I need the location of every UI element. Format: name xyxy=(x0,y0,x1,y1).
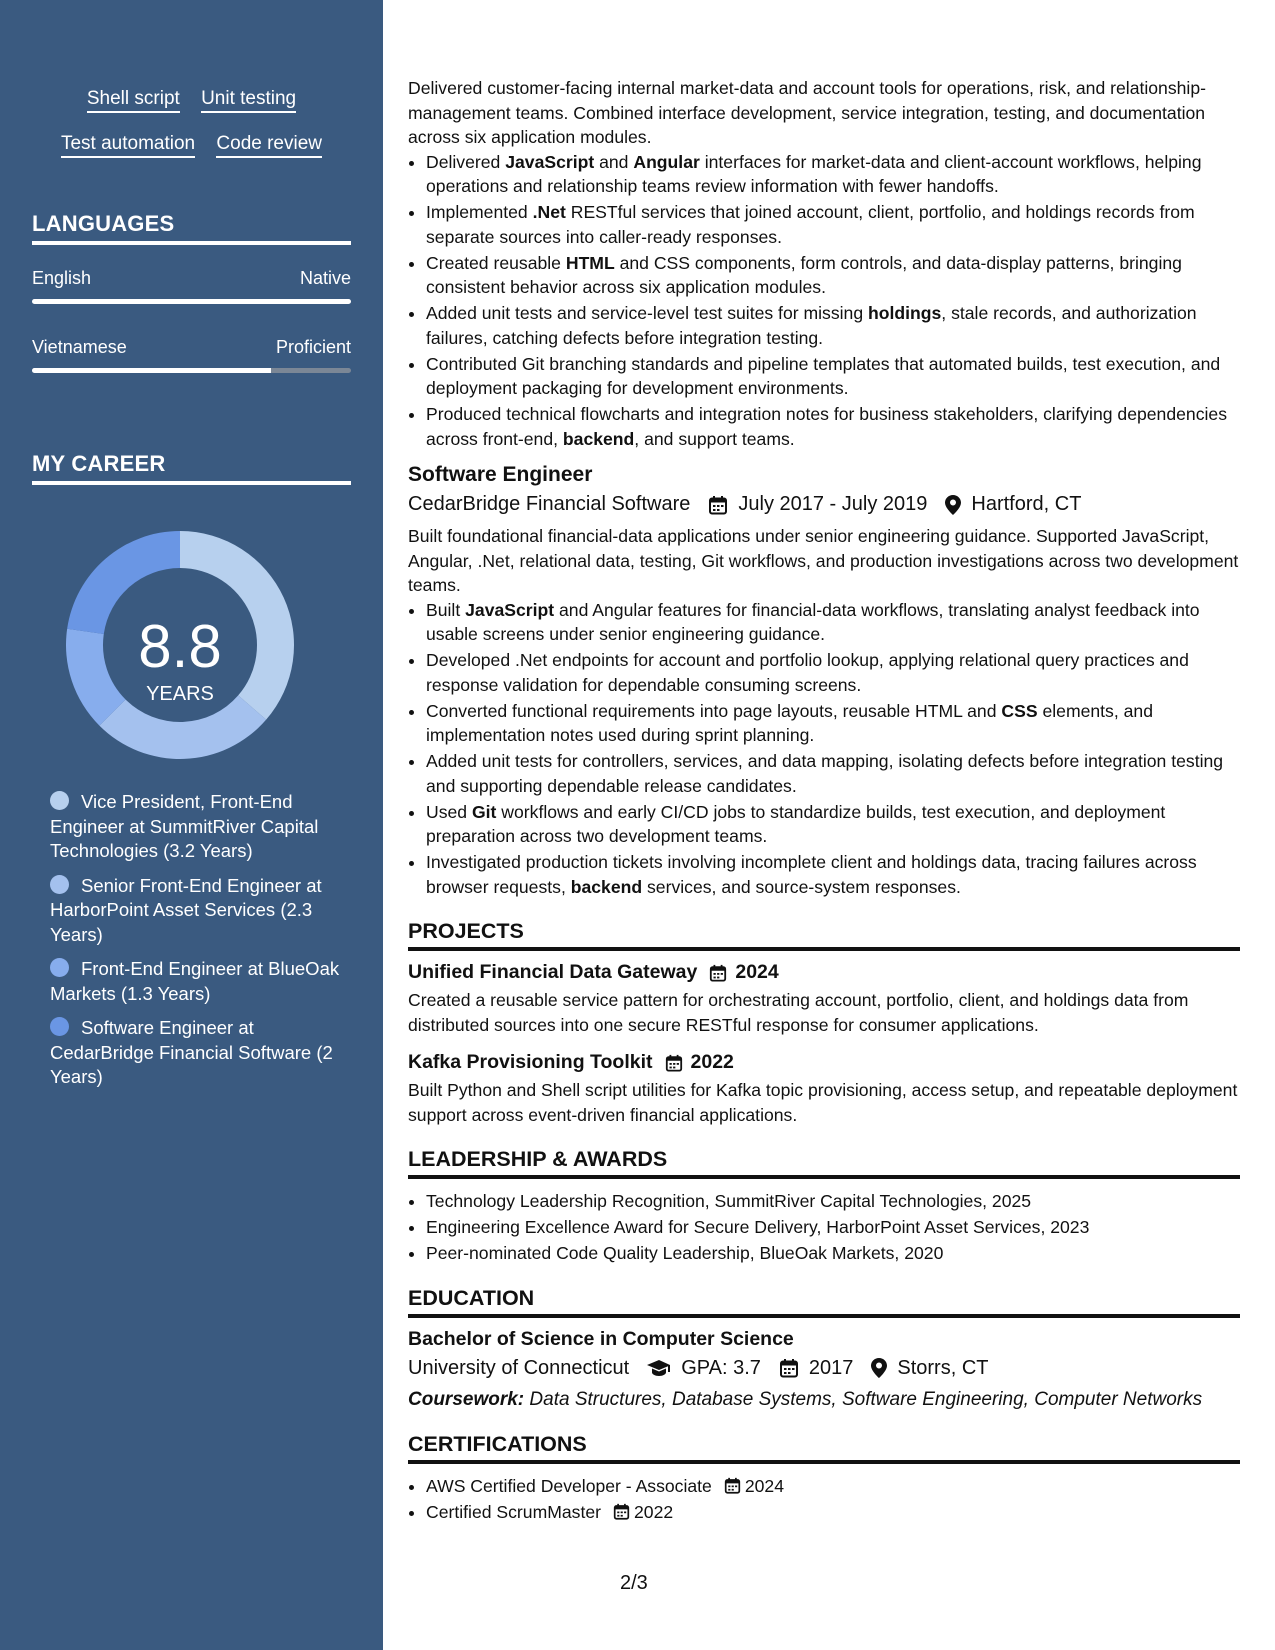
language-bar-fill xyxy=(32,299,351,304)
job-bullets xyxy=(408,150,1240,452)
bullet-item: • Added unit tests and service-level test suites for missing holdings, stale records, and authorization failures, catching defects before integration testing. xyxy=(426,301,1240,350)
job-meta xyxy=(408,493,1240,516)
award-item: • Peer-nominated Code Quality Leadership, BlueOak Markets, 2020 xyxy=(426,1241,1240,1266)
job-location: Hartford, CT xyxy=(971,493,1082,515)
project-title xyxy=(408,1051,1240,1074)
project-year: 2024 xyxy=(735,961,779,983)
language-bar xyxy=(32,368,351,373)
bullet-item: • Contributed Git branching standards and pipeline templates that automated builds, test execution, and deployment packaging for development environments. xyxy=(426,352,1240,401)
award-item: • Technology Leadership Recognition, SummitRiver Capital Technologies, 2025 xyxy=(426,1189,1240,1214)
keyword: CSS xyxy=(1001,700,1038,721)
sidebar xyxy=(0,0,383,1650)
career-text: Senior Front-End Engineer at HarborPoint Asset Services (2.3 Years) xyxy=(50,874,322,945)
skill-tag: Unit testing xyxy=(201,88,296,113)
project-description: Built Python and Shell script utilities for Kafka topic provisioning, access setup, and repeatable deployment support across event-driven financial applications. xyxy=(408,1080,1238,1125)
location-pin-icon xyxy=(871,1358,887,1378)
keyword: JavaScript xyxy=(465,599,555,620)
bullet-item: • Produced technical flowcharts and integration notes for business stakeholders, clarifying dependencies across front-end, backend, and support teams. xyxy=(426,402,1240,451)
certification-year: 2024 xyxy=(744,1475,784,1496)
degree-title: Bachelor of Science in Computer Science xyxy=(408,1327,794,1350)
skill-tag: Test automation xyxy=(61,133,195,158)
career-dot xyxy=(50,958,69,977)
bullet-item: • Used Git workflows and early CI/CD jobs to standardize builds, test execution, and deployment preparation across two development teams. xyxy=(426,800,1240,849)
keyword: Git xyxy=(471,801,497,822)
career-item xyxy=(50,957,350,1006)
coursework-label: Coursework: xyxy=(408,1388,525,1410)
certification-name: • Certified ScrumMaster xyxy=(426,1501,602,1522)
awards-heading: LEADERSHIP & AWARDS xyxy=(408,1147,1240,1179)
calendar-icon xyxy=(708,495,728,515)
career-dot xyxy=(50,1017,69,1036)
job-title: Software Engineer xyxy=(408,463,593,486)
main-content xyxy=(408,76,1240,1526)
language-level: Native xyxy=(299,268,351,288)
graduation-cap-icon xyxy=(647,1359,671,1377)
certifications-heading: CERTIFICATIONS xyxy=(408,1432,1240,1464)
career-item xyxy=(50,790,350,864)
skill-tag: Code review xyxy=(216,133,322,158)
page-number: 2/3 xyxy=(620,1572,648,1594)
skills-row xyxy=(0,88,383,113)
calendar-icon xyxy=(779,1358,799,1378)
bullet-item: • Developed .Net endpoints for account and portfolio lookup, applying relational query practices and response validation for dependable consuming screens. xyxy=(426,648,1240,697)
language-row xyxy=(32,268,351,289)
bullet-item: • Investigated production tickets involving incomplete client and holdings data, tracing failures across browser requests, backend services, and source-system responses. xyxy=(426,850,1240,899)
bullet-item: • Added unit tests for controllers, services, and data mapping, isolating defects before integration testing and supporting dependable release candidates. xyxy=(426,749,1240,798)
project-name: Kafka Provisioning Toolkit xyxy=(408,1051,653,1073)
award-item: • Engineering Excellence Award for Secure Delivery, HarborPoint Asset Services, 2023 xyxy=(426,1215,1240,1240)
certifications-list xyxy=(408,1474,1240,1525)
keyword: .Net xyxy=(532,202,566,222)
keyword: backend xyxy=(562,428,635,449)
projects-heading: PROJECTS xyxy=(408,919,1240,951)
school-name: University of Connecticut xyxy=(408,1356,630,1379)
coursework-list: Data Structures, Database Systems, Software Engineering, Computer Networks xyxy=(529,1388,1203,1410)
language-level: Proficient xyxy=(275,337,351,357)
language-name: Vietnamese xyxy=(32,337,127,357)
calendar-icon xyxy=(709,964,727,982)
career-donut-chart xyxy=(66,530,296,760)
career-unit: YEARS xyxy=(146,683,214,705)
career-dot xyxy=(50,875,69,894)
education-heading: EDUCATION xyxy=(408,1286,1240,1318)
career-item xyxy=(50,1016,350,1090)
skills-row xyxy=(0,133,383,158)
job-summary: Delivered customer-facing internal market-data and account tools for operations, risk, and relationship-management teams. Combined interface development, service integration, testing, and documentation across six application modules. xyxy=(408,78,1206,147)
calendar-icon xyxy=(613,1503,630,1520)
certification-item xyxy=(426,1474,1240,1499)
coursework xyxy=(408,1388,1240,1412)
keyword: backend xyxy=(570,876,643,897)
school-location: Storrs, CT xyxy=(897,1356,989,1379)
job-summary: Built foundational financial-data applications under senior engineering guidance. Supported JavaScript, Angular, .Net, relational data, testing, Git workflows, and production investigations across two development teams. xyxy=(408,526,1239,595)
project-description: Created a reusable service pattern for orchestrating account, portfolio, client, and holdings data from distributed sources into one secure RESTful response for consumer applications. xyxy=(408,990,1189,1035)
keyword: HTML xyxy=(565,252,615,273)
project-year: 2022 xyxy=(690,1051,734,1073)
job-dates: July 2017 - July 2019 xyxy=(738,493,928,515)
gpa: GPA: 3.7 xyxy=(681,1356,761,1379)
career-text: Software Engineer at CedarBridge Financial Software (2 Years) xyxy=(50,1017,333,1087)
language-bar xyxy=(32,299,351,304)
career-total: 8.8 xyxy=(138,613,222,680)
career-item xyxy=(50,874,350,948)
language-row xyxy=(32,337,351,358)
career-dot xyxy=(50,791,69,810)
bullet-item: • Implemented .Net RESTful services that joined account, client, portfolio, and holdings records from separate sources into caller-ready responses. xyxy=(426,200,1240,249)
bullet-item: • Delivered JavaScript and Angular interfaces for market-data and client-account workflows, helping operations and relationship teams review information with fewer handoffs. xyxy=(426,150,1240,199)
graduation-year: 2017 xyxy=(808,1356,854,1379)
certification-name: • AWS Certified Developer - Associate xyxy=(426,1475,712,1496)
certification-item xyxy=(426,1500,1240,1525)
project-name: Unified Financial Data Gateway xyxy=(408,961,698,983)
keyword: JavaScript xyxy=(505,151,595,172)
keyword: holdings xyxy=(868,303,942,323)
language-bar-fill xyxy=(32,368,271,373)
keyword: Angular xyxy=(633,151,700,172)
awards-list xyxy=(408,1189,1240,1266)
career-text: Vice President, Front-End Engineer at SummitRiver Capital Technologies (3.2 Years) xyxy=(50,791,319,861)
project-title xyxy=(408,961,1240,984)
calendar-icon xyxy=(665,1054,683,1072)
bullet-item: • Created reusable HTML and CSS components, form controls, and data-display patterns, bringing consistent behavior across six application modules. xyxy=(426,251,1240,300)
company-name: CedarBridge Financial Software xyxy=(408,493,691,515)
bullet-item: • Built JavaScript and Angular features for financial-data workflows, translating analyst feedback into usable screens under senior engineering guidance. xyxy=(426,598,1240,647)
career-text: Front-End Engineer at BlueOak Markets (1.3 Years) xyxy=(50,958,340,1004)
certification-year: 2022 xyxy=(634,1501,674,1522)
career-list xyxy=(50,790,350,1100)
career-heading: MY CAREER xyxy=(32,451,351,485)
language-name: English xyxy=(32,268,92,288)
job-bullets xyxy=(408,598,1240,900)
calendar-icon xyxy=(724,1477,741,1494)
location-pin-icon xyxy=(945,495,961,515)
languages-heading: LANGUAGES xyxy=(32,211,351,245)
bullet-item: • Converted functional requirements into page layouts, reusable HTML and CSS elements, and implementation notes used during sprint planning. xyxy=(426,699,1240,748)
education-meta xyxy=(408,1357,1240,1380)
skill-tag: Shell script xyxy=(87,88,180,113)
